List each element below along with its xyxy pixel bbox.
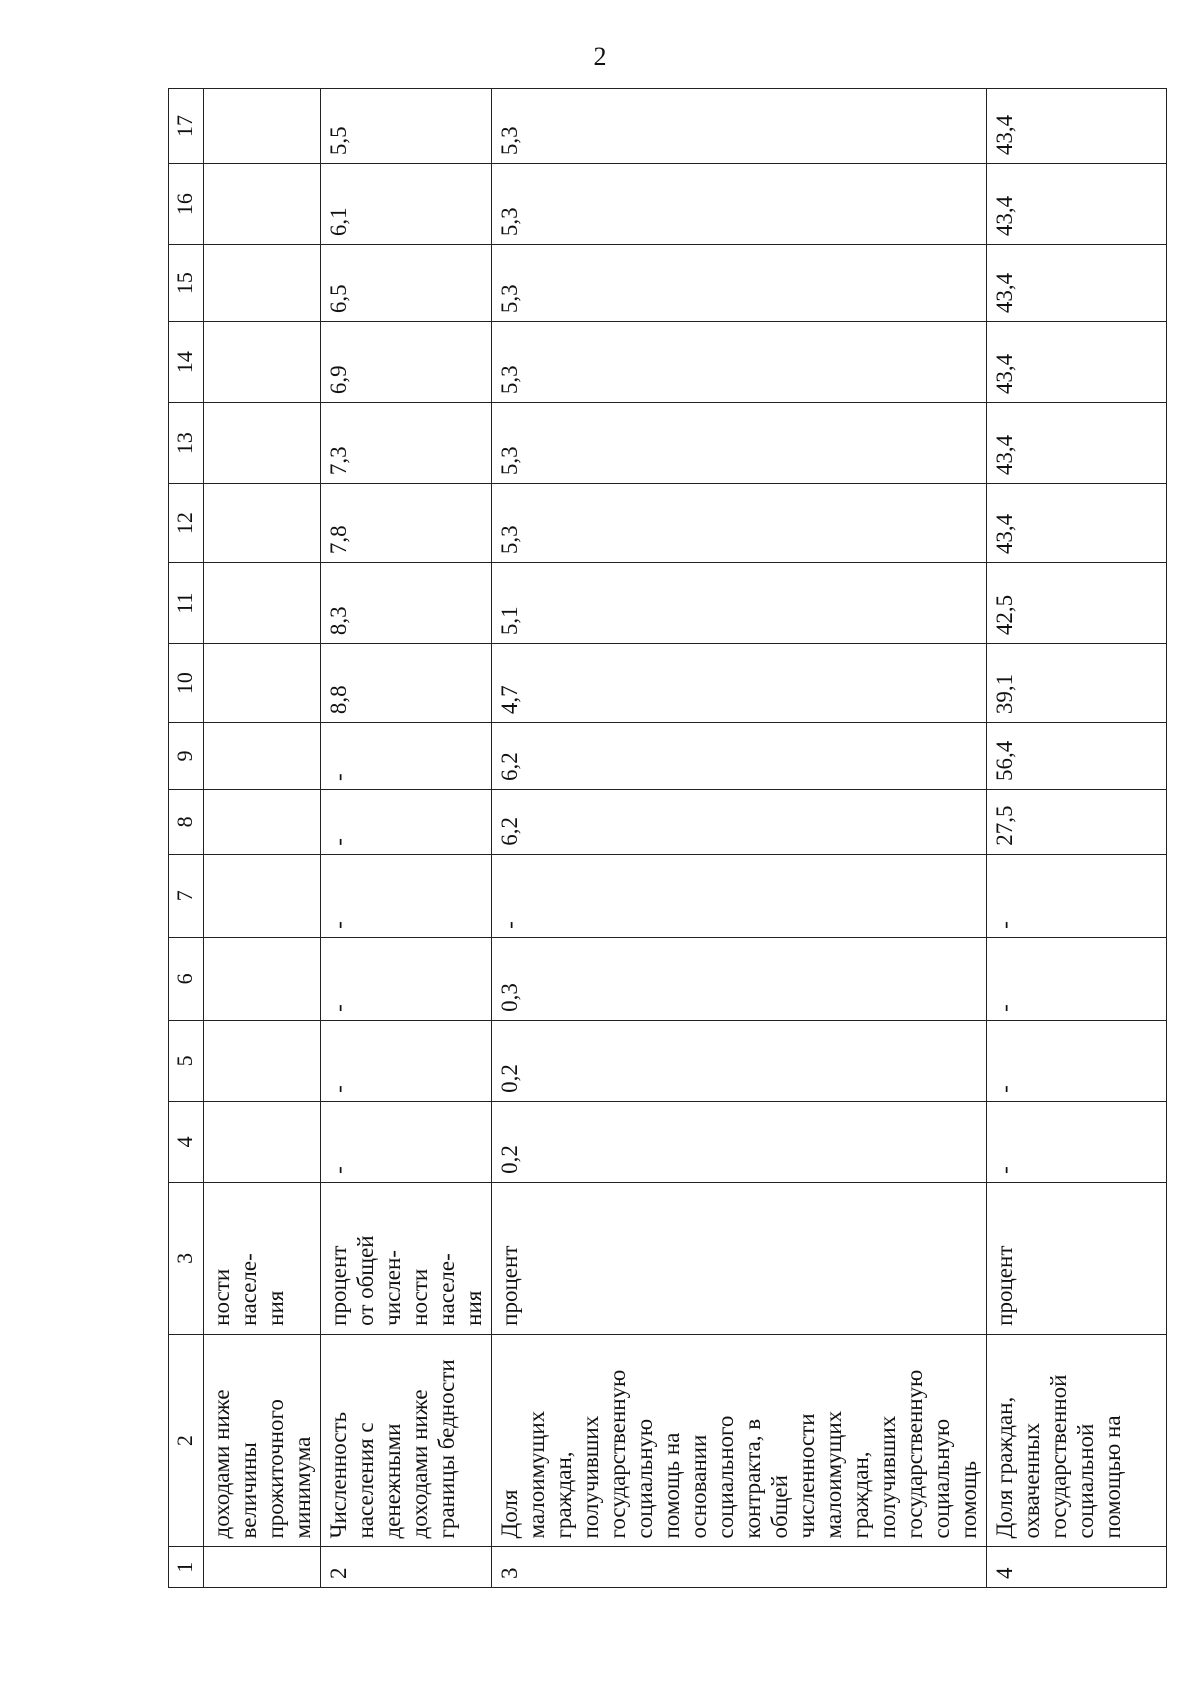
value-cell: 6,2 [492, 789, 987, 854]
value-cell: 5,3 [492, 164, 987, 245]
column-header: 9 [169, 723, 204, 790]
column-header: 7 [169, 854, 204, 937]
value-cell: 0,2 [492, 1101, 987, 1182]
value-cell: - [987, 854, 1167, 937]
value-cell [204, 484, 321, 563]
table-row [987, 89, 1167, 1588]
column-header: 1 [169, 1547, 204, 1588]
value-cell [204, 245, 321, 322]
row-number-cell: 2 [321, 1547, 492, 1588]
row-number-cell: 4 [987, 1547, 1167, 1588]
value-cell [204, 563, 321, 644]
column-header: 8 [169, 789, 204, 854]
value-cell: 5,3 [492, 322, 987, 403]
value-cell [204, 322, 321, 403]
value-cell: 7,3 [321, 403, 492, 484]
value-cell [204, 937, 321, 1020]
value-cell [204, 723, 321, 790]
value-cell: 6,5 [321, 245, 492, 322]
value-cell: 6,1 [321, 164, 492, 245]
value-cell: 6,9 [321, 322, 492, 403]
row-number-cell: 3 [492, 1547, 987, 1588]
value-cell: 5,3 [492, 245, 987, 322]
column-header: 15 [169, 245, 204, 322]
value-cell: 8,3 [321, 563, 492, 644]
value-cell: 0,2 [492, 1020, 987, 1101]
value-cell: - [321, 1101, 492, 1182]
table-header-row [169, 89, 204, 1588]
value-cell: 5,3 [492, 403, 987, 484]
value-cell: 5,5 [321, 89, 492, 164]
value-cell [204, 164, 321, 245]
value-cell: 5,3 [492, 89, 987, 164]
value-cell: 43,4 [987, 89, 1167, 164]
column-header: 6 [169, 937, 204, 1020]
value-cell [204, 89, 321, 164]
value-cell: 5,3 [492, 484, 987, 563]
column-header: 13 [169, 403, 204, 484]
unit-cell: процент [987, 1182, 1167, 1334]
value-cell [204, 789, 321, 854]
unit-cell: ности населе- ния [204, 1182, 321, 1334]
column-header: 16 [169, 164, 204, 245]
row-number-cell [204, 1547, 321, 1588]
column-header: 14 [169, 322, 204, 403]
indicator-name-cell: Доля граждан, охваченных государственной социальной помощью на [987, 1334, 1167, 1547]
column-header: 10 [169, 644, 204, 723]
value-cell: 43,4 [987, 484, 1167, 563]
table-body [204, 89, 1167, 1588]
indicators-table [168, 88, 1167, 1588]
value-cell: - [321, 789, 492, 854]
value-cell: - [321, 937, 492, 1020]
value-cell: 56,4 [987, 723, 1167, 790]
value-cell: 4,7 [492, 644, 987, 723]
value-cell [204, 854, 321, 937]
value-cell: 27,5 [987, 789, 1167, 854]
column-header: 2 [169, 1334, 204, 1547]
value-cell: - [987, 937, 1167, 1020]
value-cell [204, 403, 321, 484]
value-cell: 39,1 [987, 644, 1167, 723]
value-cell: 42,5 [987, 563, 1167, 644]
column-header: 12 [169, 484, 204, 563]
value-cell [204, 1101, 321, 1182]
rotated-table-container [168, 88, 1125, 1588]
value-cell [204, 644, 321, 723]
indicator-name-cell: доходами ниже величины прожиточного минимума [204, 1334, 321, 1547]
value-cell: 5,1 [492, 563, 987, 644]
value-cell: - [987, 1101, 1167, 1182]
value-cell: 7,8 [321, 484, 492, 563]
indicator-name-cell: Численность населения с денежными доходами ниже границы бедности [321, 1334, 492, 1547]
page-number: 2 [593, 42, 607, 71]
value-cell: - [492, 854, 987, 937]
value-cell: 43,4 [987, 322, 1167, 403]
value-cell: - [987, 1020, 1167, 1101]
indicator-name-cell: Доля малоимущих граждан, получивших государственную социальную помощь на основании социального контракта, в общей численности малоимущих граждан, получивших государственную социальную помощь [492, 1334, 987, 1547]
value-cell: 8,8 [321, 644, 492, 723]
table-row [492, 89, 987, 1588]
column-header: 3 [169, 1182, 204, 1334]
value-cell: - [321, 1020, 492, 1101]
table-row [204, 89, 321, 1588]
value-cell: 43,4 [987, 164, 1167, 245]
value-cell: - [321, 854, 492, 937]
value-cell: 0,3 [492, 937, 987, 1020]
column-header: 17 [169, 89, 204, 164]
column-header: 11 [169, 563, 204, 644]
value-cell: 6,2 [492, 723, 987, 790]
unit-cell: процент от общей числен- ности населе- ния [321, 1182, 492, 1334]
unit-cell: процент [492, 1182, 987, 1334]
column-header: 4 [169, 1101, 204, 1182]
value-cell [204, 1020, 321, 1101]
column-header: 5 [169, 1020, 204, 1101]
value-cell: 43,4 [987, 245, 1167, 322]
value-cell: 43,4 [987, 403, 1167, 484]
value-cell: - [321, 723, 492, 790]
table-row [321, 89, 492, 1588]
